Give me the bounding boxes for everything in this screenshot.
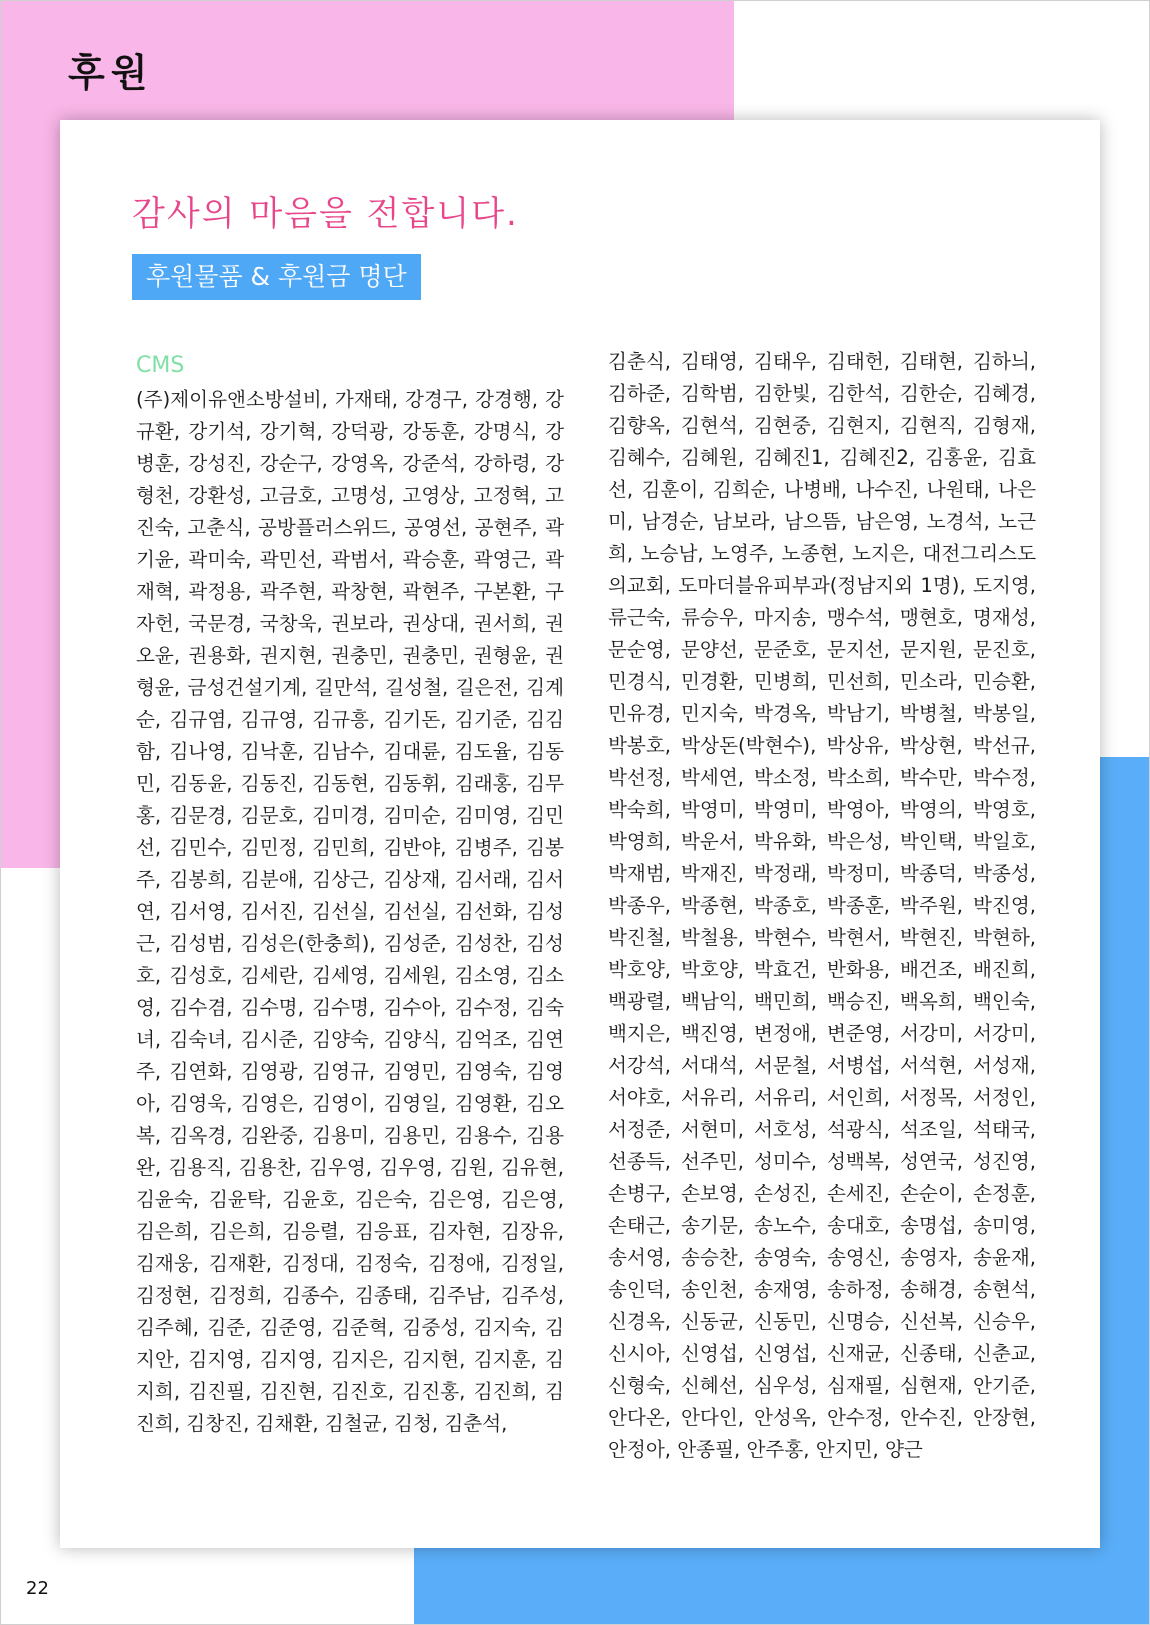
category-label-cms: CMS (136, 353, 185, 378)
headline: 감사의 마음을 전합니다. (132, 194, 519, 234)
section-title: 후원 (68, 51, 154, 95)
donor-list-left: (주)제이유앤소방설비, 가재태, 강경구, 강경행, 강규환, 강기석, 강기혁, 강덕광, 강동훈, 강명식, 강병훈, 강성진, 강순구, 강영옥, 강준석, 강하령, 강형천, 강환성, 고금호, 고명성, 고영상, 고정혁, 고진숙, 고춘식, 공방플러스위드, 공영선, 공현주, 곽기윤, 곽미숙, 곽민선, 곽범서, 곽승훈, 곽영근, 곽재혁, 곽정용, 곽주현, 곽창현, 곽현주, 구본환, 구자헌, 국문경, 국창욱, 권보라, 권상대, 권서희, 권오윤, 권용화, 권지현, 권충민, 권충민, 권형윤, 권형윤, 금성건설기계, 길만석, 길성철, 길은전, 김계순, 김규염, 김규영, 김규흥, 김기돈, 김기준, 김김함, 김나영, 김낙훈, 김남수, 김대륜, 김도율, 김동민, 김동윤, 김동진, 김동현, 김동휘, 김래홍, 김무홍, 김문경, 김문호, 김미경, 김미순, 김미영, 김민선, 김민수, 김민정, 김민희, 김반야, 김병주, 김봉주, 김봉희, 김분애, 김상근, 김상재, 김서래, 김서연, 김서영, 김서진, 김선실, 김선실, 김선화, 김성근, 김성범, 김성은(한충희), 김성준, 김성찬, 김성호, 김성호, 김세란, 김세영, 김세원, 김소영, 김소영, 김수겸, 김수명, 김수명, 김수아, 김수정, 김숙녀, 김숙녀, 김시준, 김양숙, 김양식, 김억조, 김연주, 김연화, 김영광, 김영규, 김영민, 김영숙, 김영아, 김영욱, 김영은, 김영이, 김영일, 김영환, 김오복, 김옥경, 김완중, 김용미, 김용민, 김용수, 김용완, 김용직, 김용찬, 김우영, 김우영, 김원, 김유현, 김윤숙, 김윤탁, 김윤호, 김은숙, 김은영, 김은영, 김은희, 김은희, 김응렬, 김응표, 김자현, 김장유, 김재웅, 김재환, 김정대, 김정숙, 김정애, 김정일, 김정현, 김정희, 김종수, 김종태, 김주남, 김주성, 김주혜, 김준, 김준영, 김준혁, 김중성, 김지숙, 김지안, 김지영, 김지영, 김지은, 김지현, 김지훈, 김지희, 김진필, 김진현, 김진호, 김진홍, 김진희, 김진희, 김창진, 김채환, 김철균, 김청, 김춘석, (136, 388, 564, 1435)
page-number: 22 (26, 1578, 49, 1599)
donor-list-right: 김춘식, 김태영, 김태우, 김태헌, 김태현, 김하늬, 김하준, 김학범, 김한빛, 김한석, 김한순, 김혜경, 김향옥, 김현석, 김현중, 김현지, 김현직, 김형재, 김혜수, 김혜원, 김혜진1, 김혜진2, 김홍윤, 김효선, 김훈이, 김희순, 나병배, 나수진, 나원태, 나은미, 남경순, 남보라, 남으뜸, 남은영, 노경석, 노근희, 노승남, 노영주, 노종현, 노지은, 대전그리스도의교회, 도마더블유피부과(정남지외 1명), 도지영, 류근숙, 류승우, 마지송, 맹수석, 맹현호, 명재성, 문순영, 문양선, 문준호, 문지선, 문지원, 문진호, 민경식, 민경환, 민병희, 민선희, 민소라, 민승환, 민유경, 민지숙, 박경옥, 박남기, 박병철, 박봉일, 박봉호, 박상돈(박현수), 박상유, 박상현, 박선규, 박선정, 박세연, 박소정, 박소희, 박수만, 박수정, 박숙희, 박영미, 박영미, 박영아, 박영의, 박영호, 박영희, 박운서, 박유화, 박은성, 박인택, 박일호, 박재범, 박재진, 박정래, 박정미, 박종덕, 박종성, 박종우, 박종현, 박종호, 박종훈, 박주원, 박진영, 박진철, 박철용, 박현수, 박현서, 박현진, 박현하, 박호양, 박호양, 박효건, 반화용, 배건조, 배진희, 백광렬, 백남익, 백민희, 백승진, 백옥희, 백인숙, 백지은, 백진영, 변정애, 변준영, 서강미, 서강미, 서강석, 서대석, 서문철, 서병섭, 서석현, 서성재, 서야호, 서유리, 서유리, 서인희, 서정목, 서정인, 서정준, 서현미, 서호성, 석광식, 석조일, 석태국, 선종득, 선주민, 성미수, 성백복, 성연국, 성진영, 손병구, 손보영, 손성진, 손세진, 손순이, 손정훈, 손태근, 송기문, 송노수, 송대호, 송명섭, 송미영, 송서영, 송승찬, 송영숙, 송영신, 송영자, 송윤재, 송인덕, 송인천, 송재영, 송하정, 송해경, 송현석, 신경옥, 신동균, 신동민, 신명승, 신선복, 신승우, 신시아, 신영섭, 신영섭, 신재균, 신종태, 신춘교, 신형숙, 신혜선, 심우성, 심재필, 심현재, 안기준, 안다온, 안다인, 안성옥, 안수정, 안수진, 안장현, 안정아, 안종필, 안주홍, 안지민, 양근 (608, 350, 1036, 1461)
donor-column-left (136, 350, 564, 1440)
list-banner: 후원물품 & 후원금 명단 (132, 254, 421, 300)
donor-column-right (608, 346, 1036, 1506)
content-card (60, 120, 1100, 1548)
